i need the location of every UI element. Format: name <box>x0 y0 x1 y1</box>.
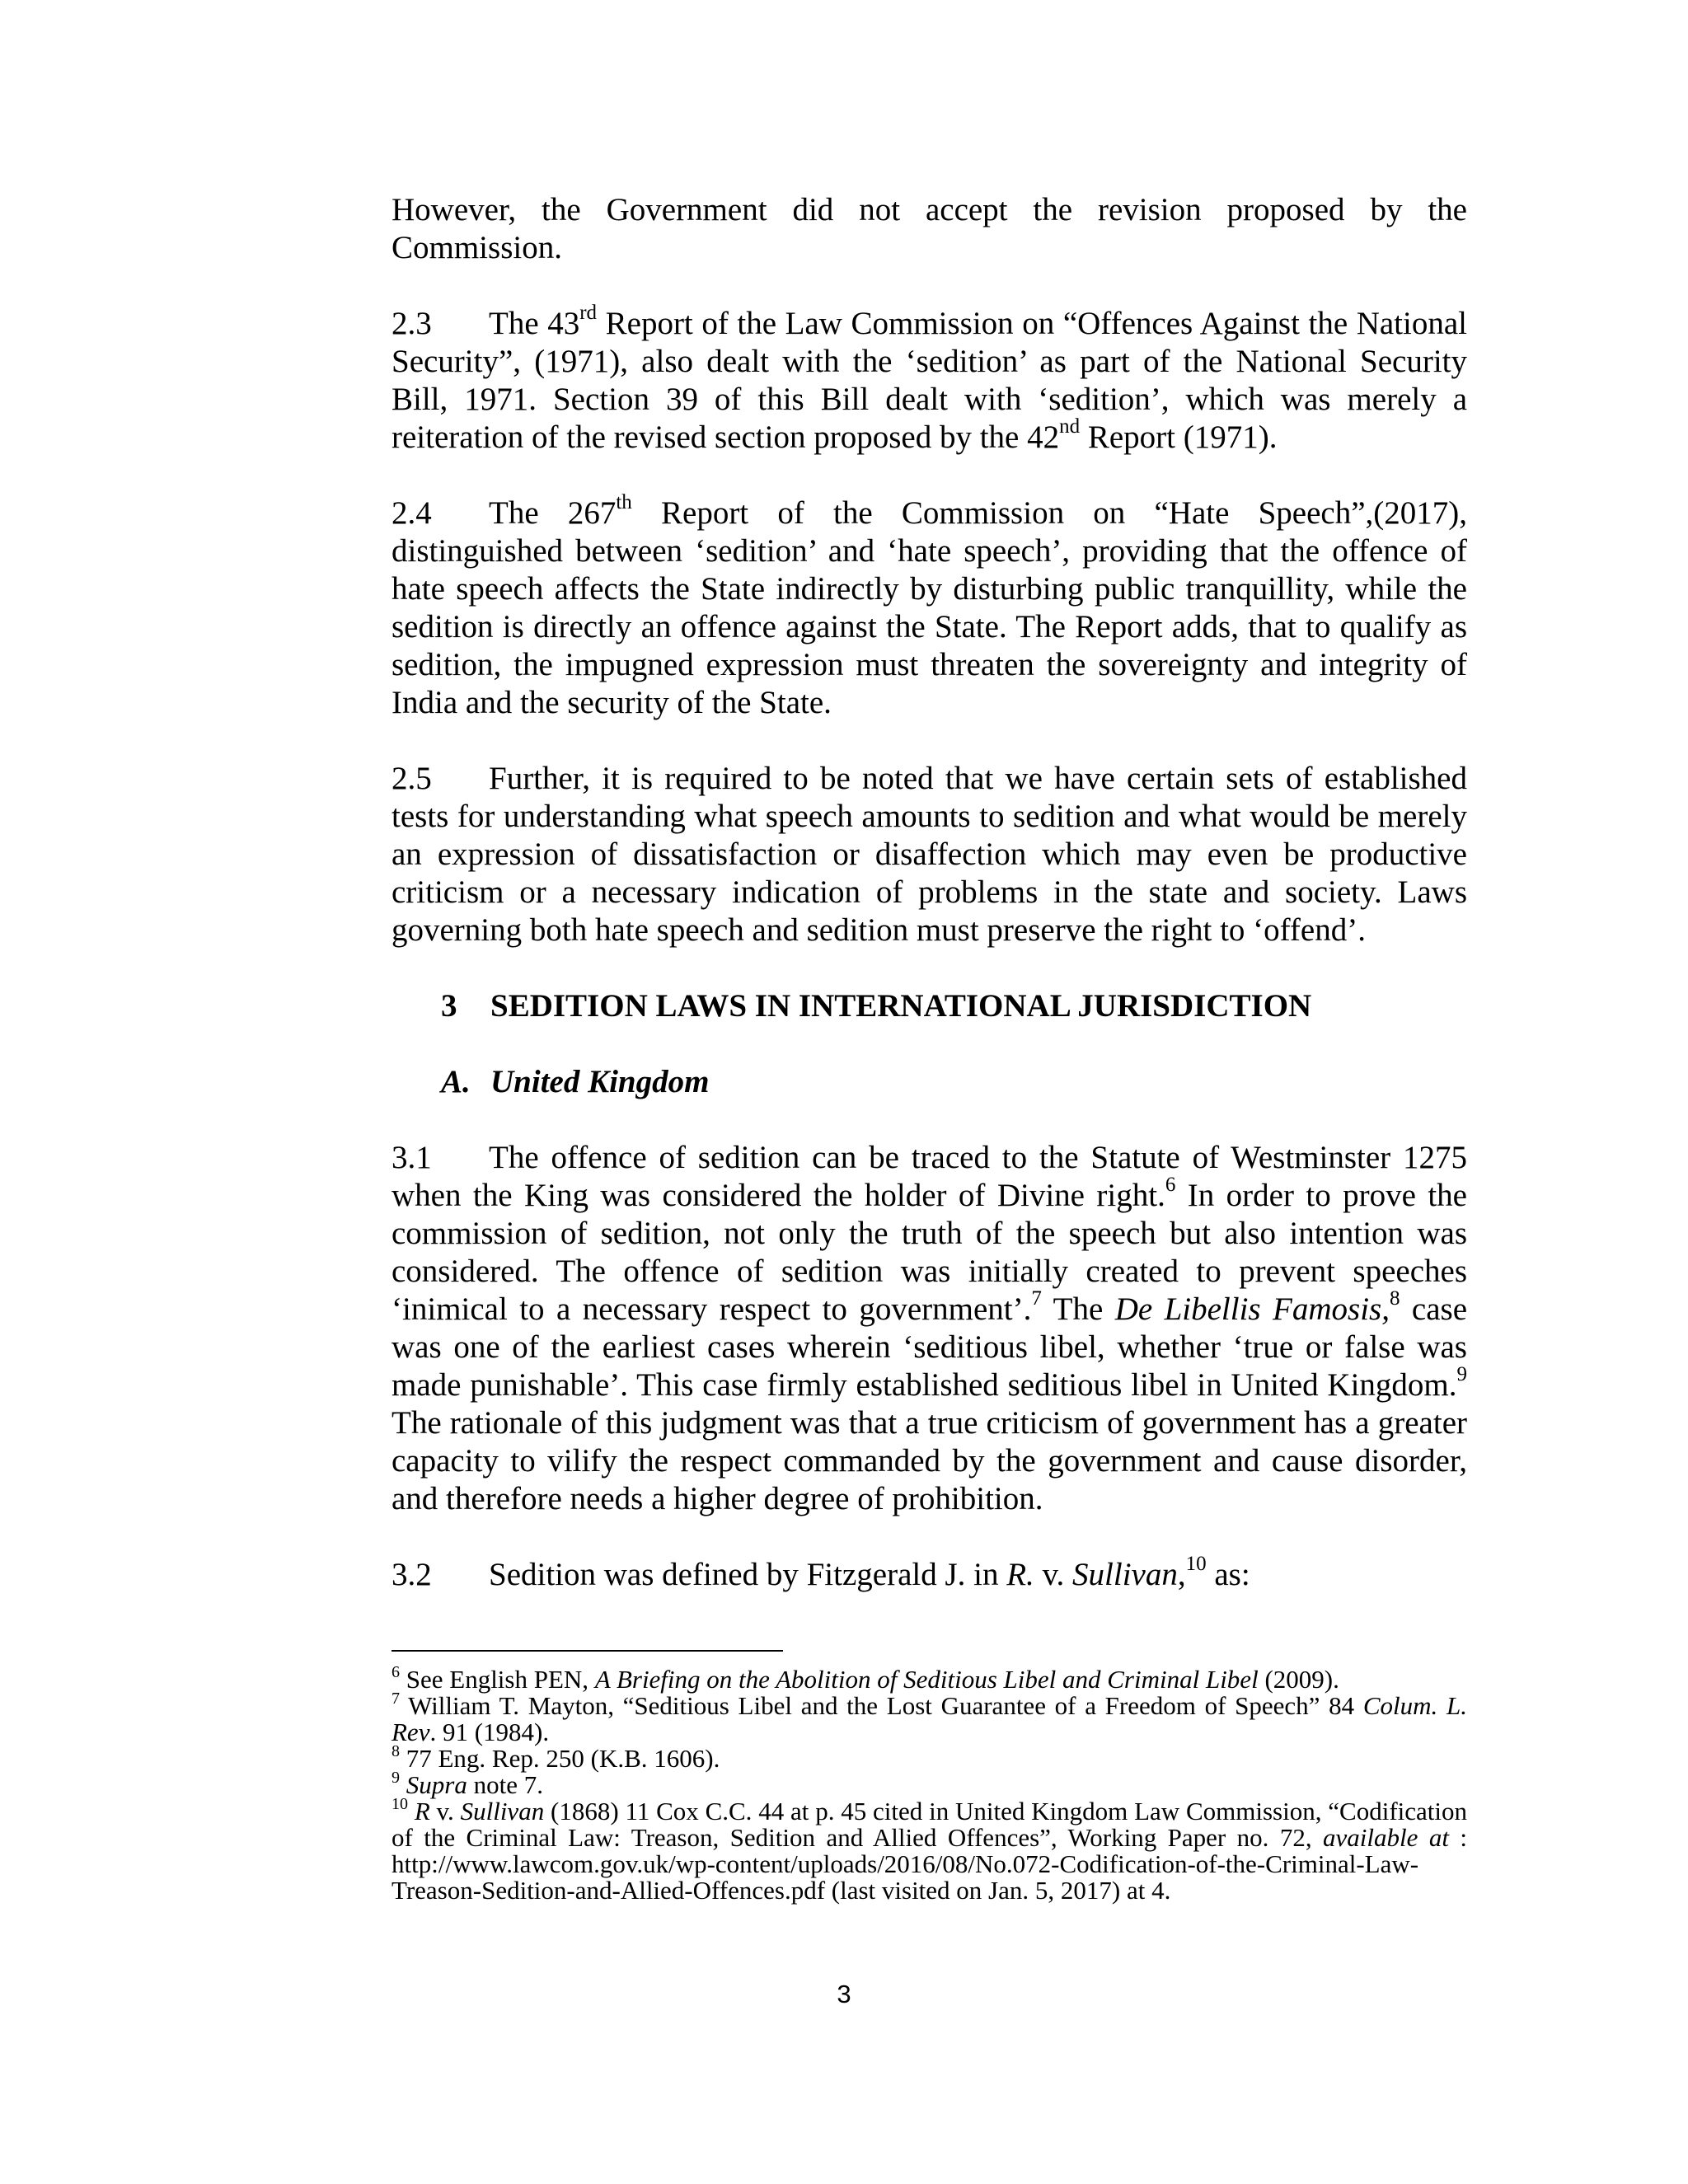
paragraph-number: 2.3 <box>392 306 432 341</box>
paragraph-3-2: 3.2 Sedition was defined by Fitzgerald J. in R. v. Sullivan,$^{10}$ as: <box>392 1553 1250 1592</box>
subsection-heading: A. United Kingdom <box>441 1064 710 1099</box>
footnote-10: $^{10}$ R v. Sullivan (1868) 11 Cox C.C. 44 at p. 45 cited in United Kingdom Law Commission, “Codification of the Criminal Law: Treason, Sedition and Allied Offences”, Working Paper no. 72, available at : http://www.lawcom.gov.uk/wp-content/uploads/2016/08/No.072-Codification-of-the-Criminal-Law-Treason-Sedition-and-Allied-Offences.pdf (last visited on Jan. 5, 2017) at 4. <box>392 1794 1468 1905</box>
paragraph-2-5: 2.5 Further, it is required to be noted that we have certain sets of established tests for understanding what speech amounts to sedition and what would be merely an expression of dissatisfaction or disaffection which may even be productive criticism or a necessary indication of problems in the state and society. Laws governing both hate speech and sedition must preserve the right to ‘offend’. <box>392 761 1467 948</box>
footnote-ref[interactable]: 10 <box>1185 1553 1207 1575</box>
footnote-9: $^9$ Supra note 7. <box>392 1768 543 1799</box>
paragraph-number: 3.1 <box>392 1140 432 1175</box>
paragraph-2-3: 2.3 The 43rd Report of the Law Commission on “Offences Against the National Security”, (1971), also dealt with the ‘sedition’ as part of the National Security Bill, 1971. Section 39 of this Bill dealt with ‘sedition’, which was merely a reiteration of the revised section proposed by the 42nd Report (1971). <box>392 302 1468 455</box>
body-text <box>392 191 1467 1594</box>
footnote-ref[interactable]: 9 <box>1456 1363 1467 1385</box>
paragraph-number: 2.4 <box>392 495 432 531</box>
footnote-ref[interactable]: 6 <box>1165 1174 1176 1196</box>
paragraph-3-1: 3.1 The offence of sedition can be traced to the Statute of Westminster 1275 when the King was considered the holder of Divine right.$^6$ In order to prove the commission of sedition, not only the truth of the speech but also intention was considered. The offence of sedition was initially created to prevent speeches ‘inimical to a necessary respect to government’.$^7$ The De Libellis Famosis,$^8$ case was one of the earliest cases wherein ‘seditious libel, whether ‘true or false was made punishable’. This case firmly established seditious libel in United Kingdom.$^9$ The rationale of this judgment was that a true criticism of government has a greater capacity to vilify the respect commanded by the government and cause disorder, and therefore needs a higher degree of prohibition. <box>392 1140 1468 1516</box>
footnote-7: $^7$ William T. Mayton, “Seditious Libel and the Lost Guarantee of a Freedom of Speech” 84 Colum. L. Rev. 91 (1984). <box>392 1689 1467 1746</box>
section-heading: 3 SEDITION LAWS IN INTERNATIONAL JURISDICTION <box>441 988 1312 1024</box>
paragraph-2-4: 2.4 The 267th Report of the Commission on “Hate Speech”,(2017), distinguished between ‘sedition’ and ‘hate speech’, providing that the offence of hate speech affects the State indirectly by disturbing public tranquillity, while the sedition is directly an offence against the State. The Report adds, that to qualify as sedition, the impugned expression must threaten the sovereignty and integrity of India and the security of the State. <box>392 491 1467 720</box>
footnote-8: $^8$ 77 Eng. Rep. 250 (K.B. 1606). <box>392 1741 720 1773</box>
intro-paragraph: However, the Government did not accept the revision proposed by the Commission. <box>392 192 1467 265</box>
page-number: 3 <box>837 1980 851 2008</box>
footnote-ref[interactable]: 8 <box>1389 1287 1400 1310</box>
footnote-separator <box>392 1650 783 1652</box>
footnote-ref[interactable]: 7 <box>1031 1287 1042 1310</box>
footnote-6: $^6$ See English PEN, A Briefing on the Abolition of Seditious Libel and Criminal Libel (2009). <box>392 1662 1339 1694</box>
footnote-link-text: : http://www.lawcom.gov.uk/wp-content/uploads/2016/08/No.072-Codification-of-the-Criminal-Law-Treason-Sedition-and-Allied-Offences.pdf (last visited on Jan. 5, 2017) at 4. <box>392 1823 1467 1905</box>
footnotes <box>392 1662 1468 1905</box>
paragraph-number: 2.5 <box>392 761 432 796</box>
paragraph-number: 3.2 <box>392 1557 432 1592</box>
